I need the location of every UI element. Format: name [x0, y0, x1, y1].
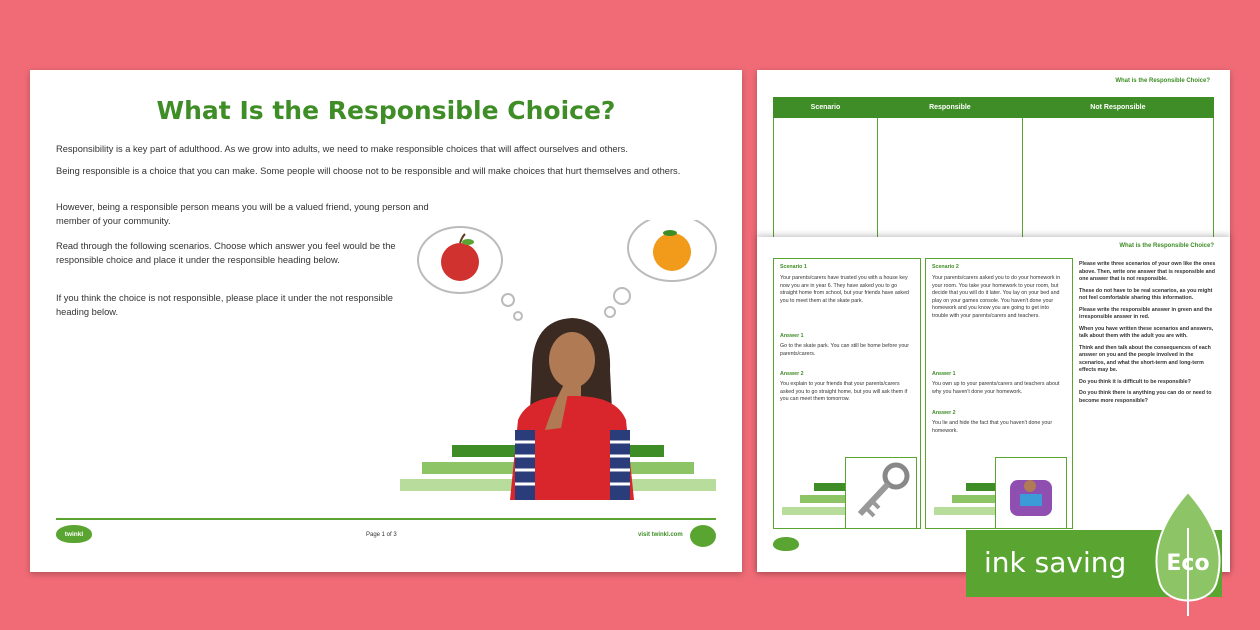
instruction-line: When you have written these scenarios and answers, talk about them with the adult you are with. [1079, 325, 1214, 339]
responsible-paragraph: However, being a responsible person means you will be a valued friend, young person and member of your community. [56, 202, 429, 226]
instruction-line: Do you think it is difficult to be responsible? [1079, 378, 1191, 385]
eco-label: Eco [1166, 551, 1210, 576]
ink-saving-label: ink saving [984, 546, 1127, 579]
instructions-paragraph: Read through the following scenarios. Choose which answer you feel would be the responsible choice and place it under the responsible heading below. [56, 241, 396, 265]
card-heading: Scenario 1 [780, 264, 807, 270]
cell-scenario [774, 118, 878, 238]
card-text: Your parents/carers asked you to do your homework in your room. You take your homework to your room, but decide that you will do it later. You lay on your bed and play on your games console. You haven't done your homework and you know you are going to get into trouble with your parents/carers and teachers. [932, 275, 1061, 319]
answer-2-label: Answer 2 [780, 371, 804, 377]
card-text: Your parents/carers have trusted you with a house key now you are in year 6. They have asked you to go straight home from school, but your friends have asked you to meet them at the skate park. [780, 275, 909, 304]
column-scenario: Scenario [774, 98, 878, 118]
instruction-line: Please write three scenarios of your own like the ones above. Then, write one answer that is responsible and one answer that is not responsible. [1079, 261, 1216, 282]
instruction-line: Please write the responsible answer in green and the irresponsible answer in red. [1079, 306, 1213, 320]
page-title: What Is the Responsible Choice? [156, 96, 616, 125]
instruction-line: Think and then talk about the consequences of each answer on you and the people involved in the scenarios, and what the short-term and long-term effects may be. [1079, 344, 1211, 373]
badge-icon [690, 525, 716, 547]
answer-2-text: You explain to your friends that your parents/carers asked you to go straight home, but you will ask them if you can meet them tomorrow. [780, 381, 908, 402]
answer-1-label: Answer 1 [932, 371, 956, 377]
key-image [845, 457, 917, 529]
instruction-line: These do not have to be real scenarios, as you might not feel comfortable sharing this information. [1079, 287, 1213, 301]
cell-responsible [877, 118, 1022, 238]
eco-leaf-icon [1146, 488, 1230, 618]
site-link[interactable]: visit twinkl.com [638, 532, 683, 538]
page-number: Page 1 of 3 [366, 532, 397, 538]
worksheet-page-1 [30, 70, 742, 572]
answer-2-label: Answer 2 [932, 410, 956, 416]
twinkl-logo [773, 537, 799, 551]
games-console-image [995, 457, 1067, 529]
answer-1-label: Answer 1 [780, 333, 804, 339]
cell-not-responsible [1022, 118, 1213, 238]
answer-1-text: Go to the skate park. You can still be home before your parents/carers. [780, 343, 909, 357]
twinkl-logo: twinkl [56, 525, 92, 543]
footer-divider [56, 518, 716, 520]
answer-2-text: You lie and hide the fact that you haven't done your homework. [932, 420, 1053, 434]
thinking-girl-illustration [400, 220, 730, 520]
instructions-column [1079, 261, 1219, 409]
page-header: What is the Responsible Choice? [1119, 243, 1214, 249]
not-responsible-paragraph: If you think the choice is not responsible, please place it under the not responsible heading below. [56, 293, 393, 317]
column-responsible: Responsible [877, 98, 1022, 118]
sorting-table [773, 97, 1214, 238]
page-header: What is the Responsible Choice? [1115, 78, 1210, 84]
card-heading: Scenario 2 [932, 264, 959, 270]
answer-1-text: You own up to your parents/carers and teachers about why you haven't done your homework. [932, 381, 1060, 395]
choice-paragraph: Being responsible is a choice that you can make. Some people will choose not to be responsible and will make choices that hurt themselves and others. [56, 166, 681, 176]
instruction-line: Do you think there is anything you can do or need to become more responsible? [1079, 390, 1212, 404]
intro-paragraph: Responsibility is a key part of adulthood. As we grow into adults, we need to make responsible choices that will affect ourselves and others. [56, 144, 628, 154]
column-not-responsible: Not Responsible [1022, 98, 1213, 118]
